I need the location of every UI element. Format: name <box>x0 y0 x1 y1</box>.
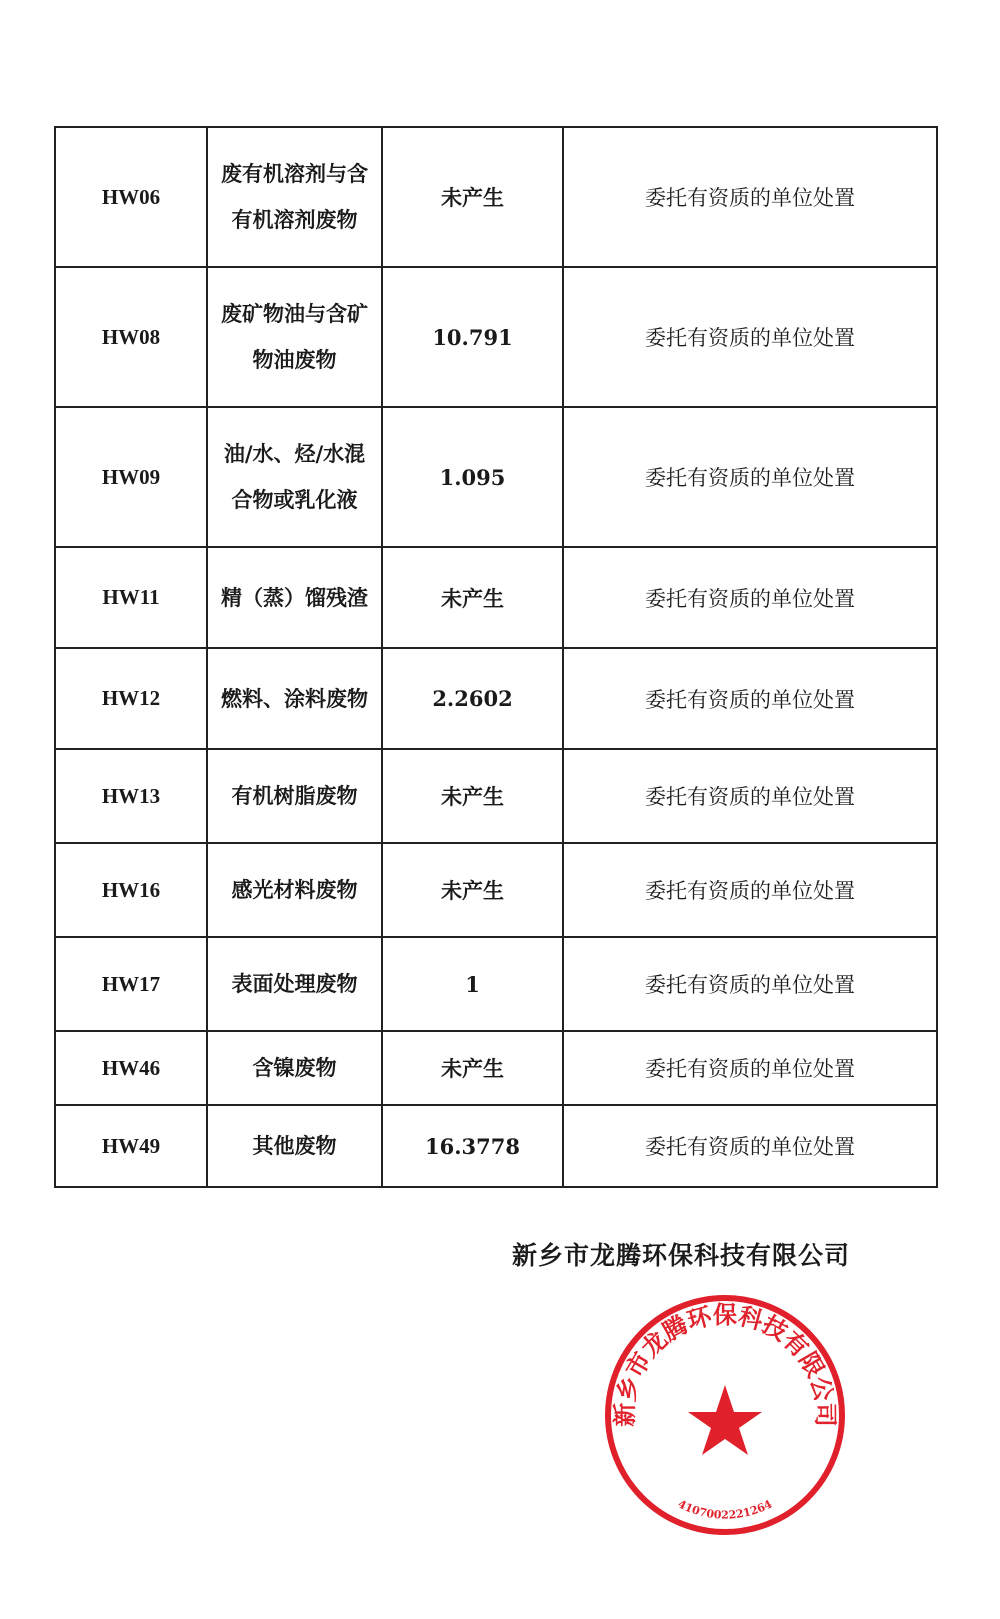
waste-code: HW16 <box>55 843 207 937</box>
waste-quantity: 16.3778 <box>382 1105 563 1187</box>
disposal-method: 委托有资质的单位处置 <box>563 407 937 547</box>
waste-quantity: 1.095 <box>382 407 563 547</box>
waste-name: 燃料、涂料废物 <box>207 648 382 749</box>
table-row <box>55 843 937 937</box>
table-row <box>55 648 937 749</box>
waste-code: HW13 <box>55 749 207 843</box>
waste-code: HW46 <box>55 1031 207 1105</box>
waste-code: HW12 <box>55 648 207 749</box>
waste-quantity: 未产生 <box>382 843 563 937</box>
disposal-method: 委托有资质的单位处置 <box>563 127 937 267</box>
waste-name: 其他废物 <box>207 1105 382 1187</box>
waste-quantity: 2.2602 <box>382 648 563 749</box>
star-icon <box>688 1385 762 1455</box>
waste-code: HW49 <box>55 1105 207 1187</box>
table-row <box>55 407 937 547</box>
disposal-method: 委托有资质的单位处置 <box>563 547 937 648</box>
waste-code: HW17 <box>55 937 207 1031</box>
waste-quantity: 未产生 <box>382 749 563 843</box>
waste-name: 含镍废物 <box>207 1031 382 1105</box>
waste-code: HW08 <box>55 267 207 407</box>
seal-number: 4107002221264 <box>675 1497 775 1522</box>
disposal-method: 委托有资质的单位处置 <box>563 1031 937 1105</box>
company-signature: 新乡市龙腾环保科技有限公司 <box>512 1241 851 1270</box>
disposal-method: 委托有资质的单位处置 <box>563 1105 937 1187</box>
svg-text:4107002221264 <box>676 1497 775 1521</box>
waste-quantity: 1 <box>382 937 563 1031</box>
table-row <box>55 547 937 648</box>
disposal-method: 委托有资质的单位处置 <box>563 749 937 843</box>
table-row <box>55 127 937 267</box>
waste-code: HW11 <box>55 547 207 648</box>
table-row <box>55 749 937 843</box>
waste-name: 表面处理废物 <box>207 937 382 1031</box>
disposal-method: 委托有资质的单位处置 <box>563 843 937 937</box>
disposal-method: 委托有资质的单位处置 <box>563 648 937 749</box>
company-seal <box>600 1290 850 1540</box>
table-row <box>55 267 937 407</box>
waste-quantity: 未产生 <box>382 127 563 267</box>
waste-code: HW09 <box>55 407 207 547</box>
table-row <box>55 1105 937 1187</box>
disposal-method: 委托有资质的单位处置 <box>563 937 937 1031</box>
seal-text: 新乡市龙腾环保科技有限公司 <box>609 1300 841 1427</box>
waste-name: 有机树脂废物 <box>207 749 382 843</box>
table-row <box>55 937 937 1031</box>
waste-name: 油/水、烃/水混合物或乳化液 <box>207 407 382 547</box>
hazardous-waste-table <box>54 126 938 1188</box>
waste-name: 废有机溶剂与含有机溶剂废物 <box>207 127 382 267</box>
waste-quantity: 10.791 <box>382 267 563 407</box>
waste-name: 精（蒸）馏残渣 <box>207 547 382 648</box>
waste-quantity: 未产生 <box>382 1031 563 1105</box>
waste-name: 废矿物油与含矿物油废物 <box>207 267 382 407</box>
disposal-method: 委托有资质的单位处置 <box>563 267 937 407</box>
waste-name: 感光材料废物 <box>207 843 382 937</box>
table-row <box>55 1031 937 1105</box>
waste-code: HW06 <box>55 127 207 267</box>
waste-quantity: 未产生 <box>382 547 563 648</box>
